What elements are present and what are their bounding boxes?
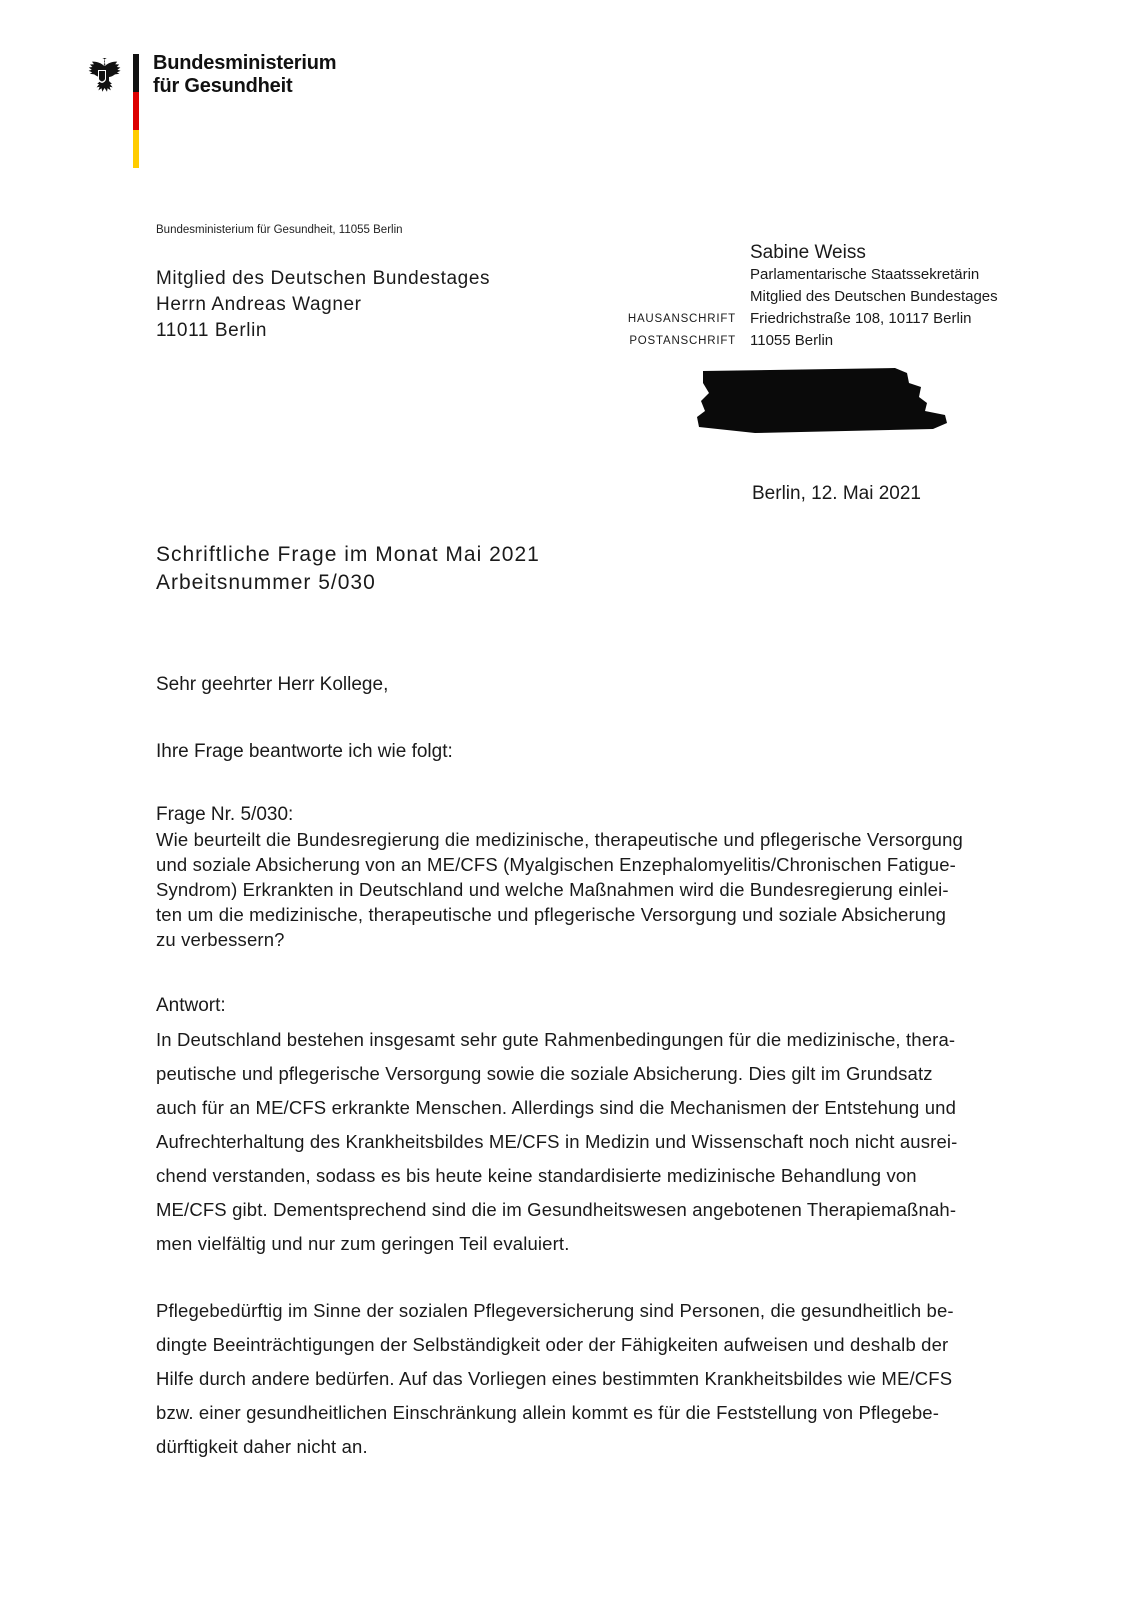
sender-title: Parlamentarische Staatssekretärin	[750, 266, 980, 283]
answer-line: ME/CFS gibt. Dementsprechend sind die im Gesundheitswesen angebotenen Therapiemaßnah-	[156, 1199, 957, 1220]
answer-line: Pflegebedürftig im Sinne der sozialen Pflegeversicherung sind Personen, die gesundheitlich be-	[156, 1300, 954, 1321]
answer-line: chend verstanden, sodass es bis heute keine standardisierte medizinische Behandlung von	[156, 1165, 917, 1186]
answer-line: peutische und pflegerische Versorgung sowie die soziale Absicherung. Dies gilt im Grundsatz	[156, 1063, 933, 1084]
recipient-line2: Herrn Andreas Wagner	[156, 294, 362, 315]
ministry-name-line2: für Gesundheit	[153, 75, 293, 97]
ministry-name-line1: Bundesministerium	[153, 52, 337, 74]
answer-line: dingte Beeinträchtigungen der Selbständigkeit oder der Fähigkeiten aufweisen und deshalb der	[156, 1334, 949, 1355]
subject-line1: Schriftliche Frage im Monat Mai 2021	[156, 543, 540, 566]
flag-stripe-gold	[133, 130, 139, 168]
question-line: ten um die medizinische, therapeutische und pflegerische Versorgung und soziale Absicherung	[156, 904, 947, 925]
answer-line: In Deutschland bestehen insgesamt sehr gute Rahmenbedingungen für die medizinische, thera-	[156, 1029, 956, 1050]
question-line: Syndrom) Erkrankten in Deutschland und welche Maßnahmen wird die Bundesregierung einlei-	[156, 879, 949, 900]
letter-date: Berlin, 12. Mai 2021	[752, 483, 921, 504]
question-line: Wie beurteilt die Bundesregierung die medizinische, therapeutische und pflegerische Versorgung	[156, 829, 963, 850]
salutation: Sehr geehrter Herr Kollege,	[156, 674, 389, 695]
federal-eagle-icon	[80, 54, 124, 96]
hausanschrift-value: Friedrichstraße 108, 10117 Berlin	[750, 310, 972, 327]
answer-line: dürftigkeit daher nicht an.	[156, 1436, 368, 1457]
return-address: Bundesministerium für Gesundheit, 11055 Berlin	[156, 224, 403, 236]
postanschrift-label: POSTANSCHRIFT	[629, 335, 736, 347]
flag-stripe-red	[133, 92, 139, 130]
answer-line: bzw. einer gesundheitlichen Einschränkung allein kommt es für die Feststellung von Pflegebe-	[156, 1402, 940, 1423]
postanschrift-value: 11055 Berlin	[750, 332, 834, 349]
recipient-line3: 11011 Berlin	[156, 320, 268, 341]
answer-line: Aufrechterhaltung des Krankheitsbildes ME/CFS in Medizin und Wissenschaft noch nicht ausrei-	[156, 1131, 958, 1152]
question-line: und soziale Absicherung von an ME/CFS (Myalgischen Enzephalomyelitis/Chronischen Fatigue-	[156, 854, 956, 875]
flag-stripe-black	[133, 54, 139, 92]
recipient-line1: Mitglied des Deutschen Bundestages	[156, 268, 491, 289]
answer-line: men vielfältig und nur zum geringen Teil evaluiert.	[156, 1233, 570, 1254]
answer-line: auch für an ME/CFS erkrankte Menschen. Allerdings sind die Mechanismen der Entstehung und	[156, 1097, 957, 1118]
intro-sentence: Ihre Frage beantworte ich wie folgt:	[156, 741, 453, 762]
subject-line2: Arbeitsnummer 5/030	[156, 571, 376, 594]
sender-subtitle: Mitglied des Deutschen Bundestages	[750, 288, 998, 305]
answer-line: Hilfe durch andere bedürfen. Auf das Vorliegen eines bestimmten Krankheitsbildes wie ME/CFS	[156, 1368, 953, 1389]
sender-name: Sabine Weiss	[750, 242, 866, 263]
question-line: zu verbessern?	[156, 929, 285, 950]
hausanschrift-label: HAUSANSCHRIFT	[627, 313, 736, 325]
question-label: Frage Nr. 5/030:	[156, 804, 294, 825]
redaction-mark	[695, 365, 950, 437]
answer-label: Antwort:	[156, 995, 226, 1016]
